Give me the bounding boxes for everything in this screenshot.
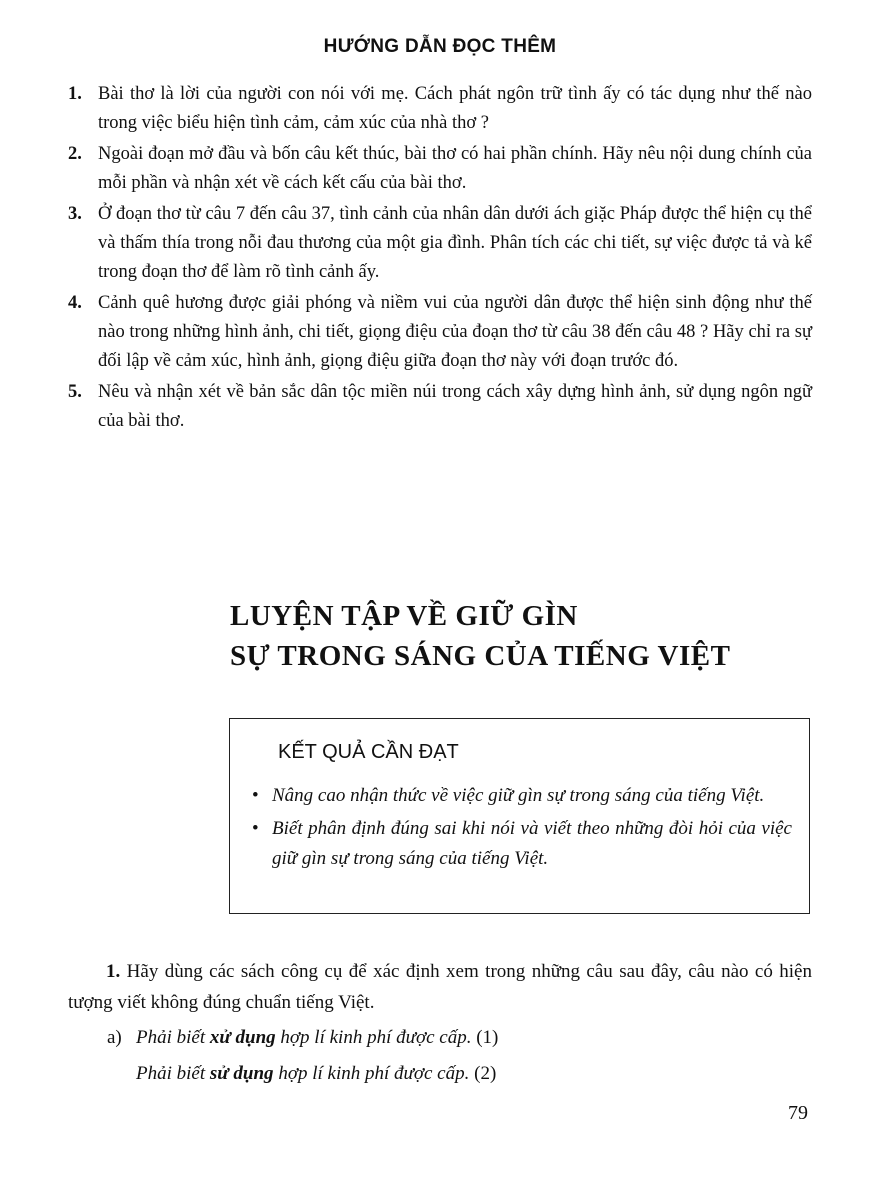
sentence-part: hợp lí kinh phí được cấp. bbox=[278, 1063, 470, 1084]
lesson-title-line-1: LUYỆN TẬP VỀ GIỮ GÌN bbox=[230, 600, 578, 632]
lesson-title-line-2: SỰ TRONG SÁNG CỦA TIẾNG VIỆT bbox=[230, 640, 731, 672]
page-number: 79 bbox=[788, 1102, 808, 1124]
sentence-part: Phải biết bbox=[136, 1063, 206, 1084]
question-number: 1. bbox=[68, 84, 82, 104]
learning-outcomes-list bbox=[250, 781, 792, 877]
question-text: Ngoài đoạn mở đầu và bốn câu kết thúc, bài thơ có hai phần chính. Hãy nêu nội dung chính của mỗi phần và nhận xét về cách kết cấu của bài thơ. bbox=[98, 144, 812, 193]
sentence-part: Phải biết bbox=[136, 1027, 206, 1048]
outcome-text: Biết phân định đúng sai khi nói và viết theo những đòi hỏi của việc giữ gìn sự trong sáng của tiếng Việt. bbox=[272, 818, 792, 869]
exercise-text: Hãy dùng các sách công cụ để xác định xem trong những câu sau đây, câu nào có hiện tượng viết không đúng chuẩn tiếng Việt. bbox=[68, 961, 812, 1013]
question-number: 2. bbox=[68, 144, 82, 164]
bullet-icon: • bbox=[252, 785, 259, 806]
learning-outcomes-heading: KẾT QUẢ CẦN ĐẠT bbox=[278, 741, 459, 763]
question-item bbox=[68, 80, 812, 138]
question-text: Nêu và nhận xét về bản sắc dân tộc miền núi trong cách xây dựng hình ảnh, sử dụng ngôn ngữ của bài thơ. bbox=[98, 382, 812, 431]
question-text: Cảnh quê hương được giải phóng và niềm vui của người dân được thể hiện sinh động như thế nào trong những hình ảnh, chi tiết, giọng điệu của đoạn thơ từ câu 38 đến câu 48 ? Hãy chỉ ra sự đối lập về cảm xúc, hình ảnh, giọng điệu giữa đoạn thơ này với đoạn trước đó. bbox=[98, 293, 812, 371]
example-sentence-1 bbox=[107, 1023, 498, 1053]
example-sentence-2 bbox=[136, 1059, 496, 1089]
key-word: xử dụng bbox=[209, 1027, 276, 1048]
sentence-part: hợp lí kinh phí được cấp. bbox=[280, 1027, 472, 1048]
question-item bbox=[68, 378, 812, 436]
exercise-number: 1. bbox=[106, 961, 121, 982]
outcome-item bbox=[250, 814, 792, 874]
exercise-1 bbox=[68, 956, 812, 1018]
learning-outcomes-box bbox=[229, 718, 810, 914]
question-list bbox=[68, 80, 812, 438]
outcome-text: Nâng cao nhận thức về việc giữ gìn sự trong sáng của tiếng Việt. bbox=[272, 785, 765, 806]
sentence-ref: (1) bbox=[476, 1027, 499, 1048]
section-heading-guide: HƯỚNG DẪN ĐỌC THÊM bbox=[323, 36, 557, 57]
lesson-title bbox=[230, 596, 830, 676]
bullet-icon: • bbox=[252, 818, 259, 839]
question-number: 5. bbox=[68, 382, 82, 402]
question-text: Ở đoạn thơ từ câu 7 đến câu 37, tình cảnh của nhân dân dưới ách giặc Pháp được thể hiện cụ thể và thấm thía trong nỗi đau thương của một gia đình. Phân tích các chi tiết, sự việc được tả và kể trong đoạn thơ để làm rõ tình cảnh ấy. bbox=[98, 204, 812, 282]
question-text: Bài thơ là lời của người con nói với mẹ. Cách phát ngôn trữ tình ấy có tác dụng như thế nào trong việc biểu hiện tình cảm, cảm xúc của nhà thơ ? bbox=[98, 84, 812, 133]
question-number: 4. bbox=[68, 293, 82, 313]
item-label: a) bbox=[107, 1027, 122, 1048]
question-item bbox=[68, 289, 812, 376]
key-word: sử dụng bbox=[209, 1063, 274, 1084]
question-item bbox=[68, 200, 812, 287]
question-number: 3. bbox=[68, 204, 82, 224]
sentence-ref: (2) bbox=[474, 1063, 497, 1084]
outcome-item bbox=[250, 781, 792, 811]
question-item bbox=[68, 140, 812, 198]
